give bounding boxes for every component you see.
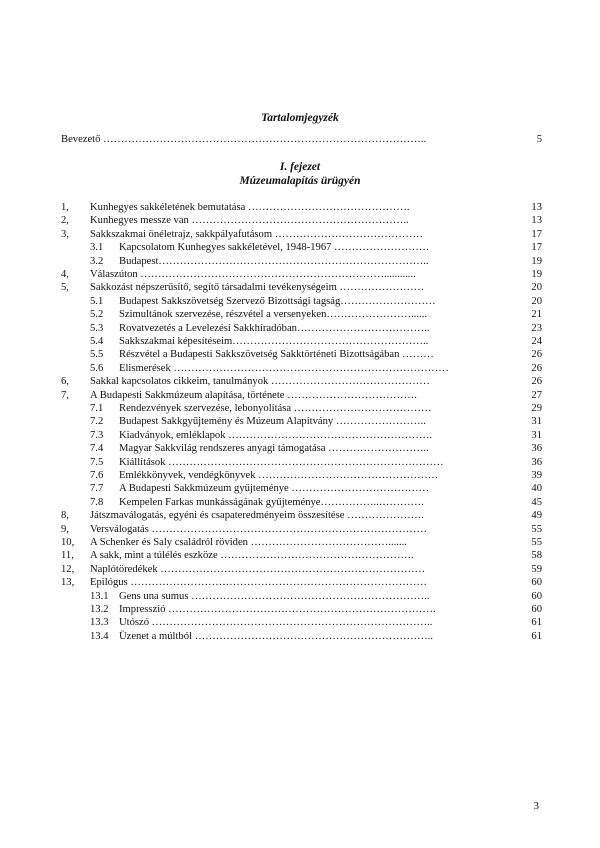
toc-entry-text: Versválogatás …………………………………………………………………… [90,523,427,535]
toc-entry-page: 59 [531,563,542,575]
toc-entry-number: 6, [61,376,69,388]
toc-entry-number: 12, [61,563,75,575]
toc-entry [61,563,542,576]
toc-entry-number: 7.7 [90,483,104,495]
toc-entry-number: 13.3 [90,617,109,629]
toc-entry-page: 19 [531,269,542,280]
toc-entry-number: 3.2 [90,255,104,267]
toc-entry [61,241,542,254]
toc-entry [61,590,542,603]
toc-entry-page: 31 [531,416,542,428]
toc-entry [61,523,542,536]
toc-entry-number: 5.1 [90,295,104,307]
toc-entry-text: Válaszúton ……………………………………………………………............ [90,269,416,280]
toc-entry-text: Elismerések …………………………………………………………………… [119,362,449,374]
toc-entry-text: Bevezető ……………………………………………………………………………….. [61,134,427,145]
toc-entry-text: Kiállítások …………………………………………………………………… [119,456,444,468]
toc-entry-page: 13 [531,215,542,227]
toc-entry-page: 29 [531,403,542,414]
toc-entry-intro [61,133,542,146]
toc-entry-text: Utószó …………………………………………………………………….. [119,617,433,629]
toc-entry-number: 7.5 [90,456,104,468]
toc-entry [61,308,542,321]
toc-entry-number: 5.3 [90,322,104,334]
toc-entry-page: 21 [531,309,542,321]
toc-entry-page: 20 [531,282,542,294]
toc-entry-number: 13.1 [90,590,109,602]
toc-entry-text: A Schenker és Saly családról röviden …………………………………....... [90,537,407,548]
toc-entry-page: 40 [531,483,542,495]
toc-entry-page: 20 [531,295,542,307]
toc-entry-page: 39 [531,470,542,481]
toc-entry [61,442,542,455]
toc-entry-number: 7.8 [90,496,104,508]
toc-entry [61,214,542,227]
toc-entry-text: Budapest Sakkszövetség Szervező Bizottsági tagság……………………… [119,295,436,307]
toc-entry-text: Gens una sumus ………………………………………………………….. [119,590,430,602]
toc-entry-text: Magyar Sakkvilág rendszeres anyagi támogatása ……………………….. [119,443,429,455]
toc-entry-page: 5 [536,134,542,145]
toc-entry-text: Naplótöredékek ………………………………………………………………… [90,563,426,575]
toc-entry-page: 36 [531,443,542,455]
toc-entry-number: 11, [61,550,74,562]
toc-entry-text: Budapest Sakkgyűjtemény és Múzeum Alapítvány …………………….. [119,416,426,428]
toc-entry [61,295,542,308]
toc-entry [61,362,542,375]
toc-entry-text: Szimultánok szervezése, részvétel a versenyeken……………………...... [119,309,428,321]
toc-entry-number: 5.5 [90,349,104,361]
toc-entry-page: 19 [531,255,542,267]
chapter-title: Múzeumalapítás ürügyén [239,175,361,187]
toc-entry-number: 7.3 [90,429,104,441]
toc-entry [61,201,542,214]
toc-entry [61,496,542,509]
toc-entry [61,429,542,442]
toc-entry [61,255,542,268]
toc-entry [61,335,542,348]
toc-entry-page: 55 [531,523,542,535]
toc-entry-number: 13, [61,577,75,589]
toc-entry-number: 7.1 [90,403,104,414]
toc-entry-page: 49 [531,510,542,522]
toc-title: Tartalomjegyzék [261,112,339,124]
toc-entry [61,536,542,549]
toc-entry-number: 1, [61,202,69,213]
toc-entry-number: 7.4 [90,443,104,455]
toc-entry-page: 61 [531,617,542,629]
toc-entry-number: 3.1 [90,242,104,254]
page-number: 3 [533,800,539,812]
toc-entry [61,322,542,335]
toc-entry-number: 7.2 [90,416,104,428]
toc-entry-number: 13.4 [90,630,109,642]
toc-entry-text: A sakk, mint a túlélés eszköze ………………………………………………. [90,550,414,562]
toc-entry-text: Emlékkönyvek, vendégkönyvek …………………………………………… [119,470,439,481]
toc-entry-number: 10, [61,537,75,548]
toc-entry-number: 5.4 [90,336,104,347]
toc-entry [61,268,542,281]
toc-entry [61,469,542,482]
toc-entry-page: 23 [531,322,542,334]
toc-entry [61,402,542,415]
toc-entry-text: Impresszió …………………………………………………………………. [119,604,436,615]
toc-entry [61,509,542,522]
toc-entry-text: Részvétel a Budapesti Sakkszövetség Sakktörténeti Bizottságában ……… [119,349,434,361]
toc-entry-text: Budapest………………………………………………………………….. [119,255,429,267]
toc-entry-page: 27 [531,389,542,401]
toc-entry [61,576,542,589]
toc-entry-page: 17 [531,228,542,240]
toc-entry-text: Epilógus ………………………………………………………………………… [90,577,427,589]
toc-entry-page: 26 [531,349,542,361]
toc-entry-number: 8, [61,510,69,522]
toc-entry-page: 17 [531,242,542,254]
toc-entry-page: 26 [531,362,542,374]
toc-entry-number: 4, [61,269,69,280]
toc-entry-text: Rendezvények szervezése, lebonyolítása ………………………………… [119,403,432,414]
toc-entry-text: Sakkozást népszerűsítő, segítő társadalmi tevékenységeim …………………… [90,282,425,294]
toc-entry-page: 60 [531,604,542,615]
toc-entry-text: Sakkszakmai önéletrajz, sakkpályafutásom …………………………………… [90,228,424,240]
toc-entry [61,375,542,388]
toc-entry [61,616,542,629]
toc-entry-text: Kapcsolatom Kunhegyes sakkéletével, 1948-1967 ……………………… [119,242,430,254]
toc-entry-text: Rovatvezetés a Levelezési Sakkhíradóban……………………………….. [119,322,430,334]
toc-entry-number: 3, [61,228,69,240]
toc-entry-number: 7, [61,389,69,401]
toc-entry-text: Sakkal kapcsolatos cikkeim, tanulmányok ……………………………………… [90,376,430,388]
toc-entry-text: A Budapesti Sakkmúzeum alapítása, története ………………………………. [90,389,417,401]
toc-entry-page: 13 [531,202,542,213]
toc-entry-text: Kunhegyes sakkéletének bemutatása ………………………………………. [90,202,410,213]
toc-entry-page: 55 [531,537,542,548]
toc-entry-text: Játszmaválogatás, egyéni és csapateredményeim összesítése …………………. [90,510,424,522]
toc-entry-number: 7.6 [90,470,104,481]
toc-entry-page: 61 [531,630,542,642]
toc-entry [61,603,542,616]
toc-entry-number: 2, [61,215,69,227]
toc-entry-page: 26 [531,376,542,388]
toc-entry-text: Sakkszakmai képesítéseim……………………………………………….. [119,336,429,347]
toc-entry-number: 5.6 [90,362,104,374]
toc-entry [61,281,542,294]
toc-entry [61,549,542,562]
toc-entry-text: Kiadványok, emléklapok …………………………………………………. [119,429,433,441]
toc-entry-page: 45 [531,496,542,508]
toc-entry-page: 31 [531,429,542,441]
toc-entry-text: A Budapesti Sakkmúzeum gyűjteménye ………………………………… [119,483,430,495]
toc-entry-text: Kempelen Farkas munkásságának gyűjteménye……………..…………. [119,496,424,508]
toc-entry-page: 36 [531,456,542,468]
toc-entry-page: 60 [531,590,542,602]
toc-entry-number: 5, [61,282,69,294]
toc-entry-number: 13.2 [90,604,109,615]
toc-entry-text: Üzenet a múltból ………………………………………………………….. [119,630,433,642]
toc-entry [61,456,542,469]
toc-entry-number: 5.2 [90,309,104,321]
toc-entry-page: 60 [531,577,542,589]
toc-entry-page: 58 [531,550,542,562]
toc-entry-page: 24 [531,336,542,347]
toc-entry [61,630,542,643]
toc-entry [61,389,542,402]
toc-entry-text: Kunhegyes messze van …………………………………………………….. [90,215,409,227]
toc-entry [61,415,542,428]
toc-entry-number: 9, [61,523,69,535]
chapter-number: I. fejezet [279,161,321,173]
toc-entry [61,482,542,495]
toc-entry [61,348,542,361]
toc-entry [61,228,542,241]
